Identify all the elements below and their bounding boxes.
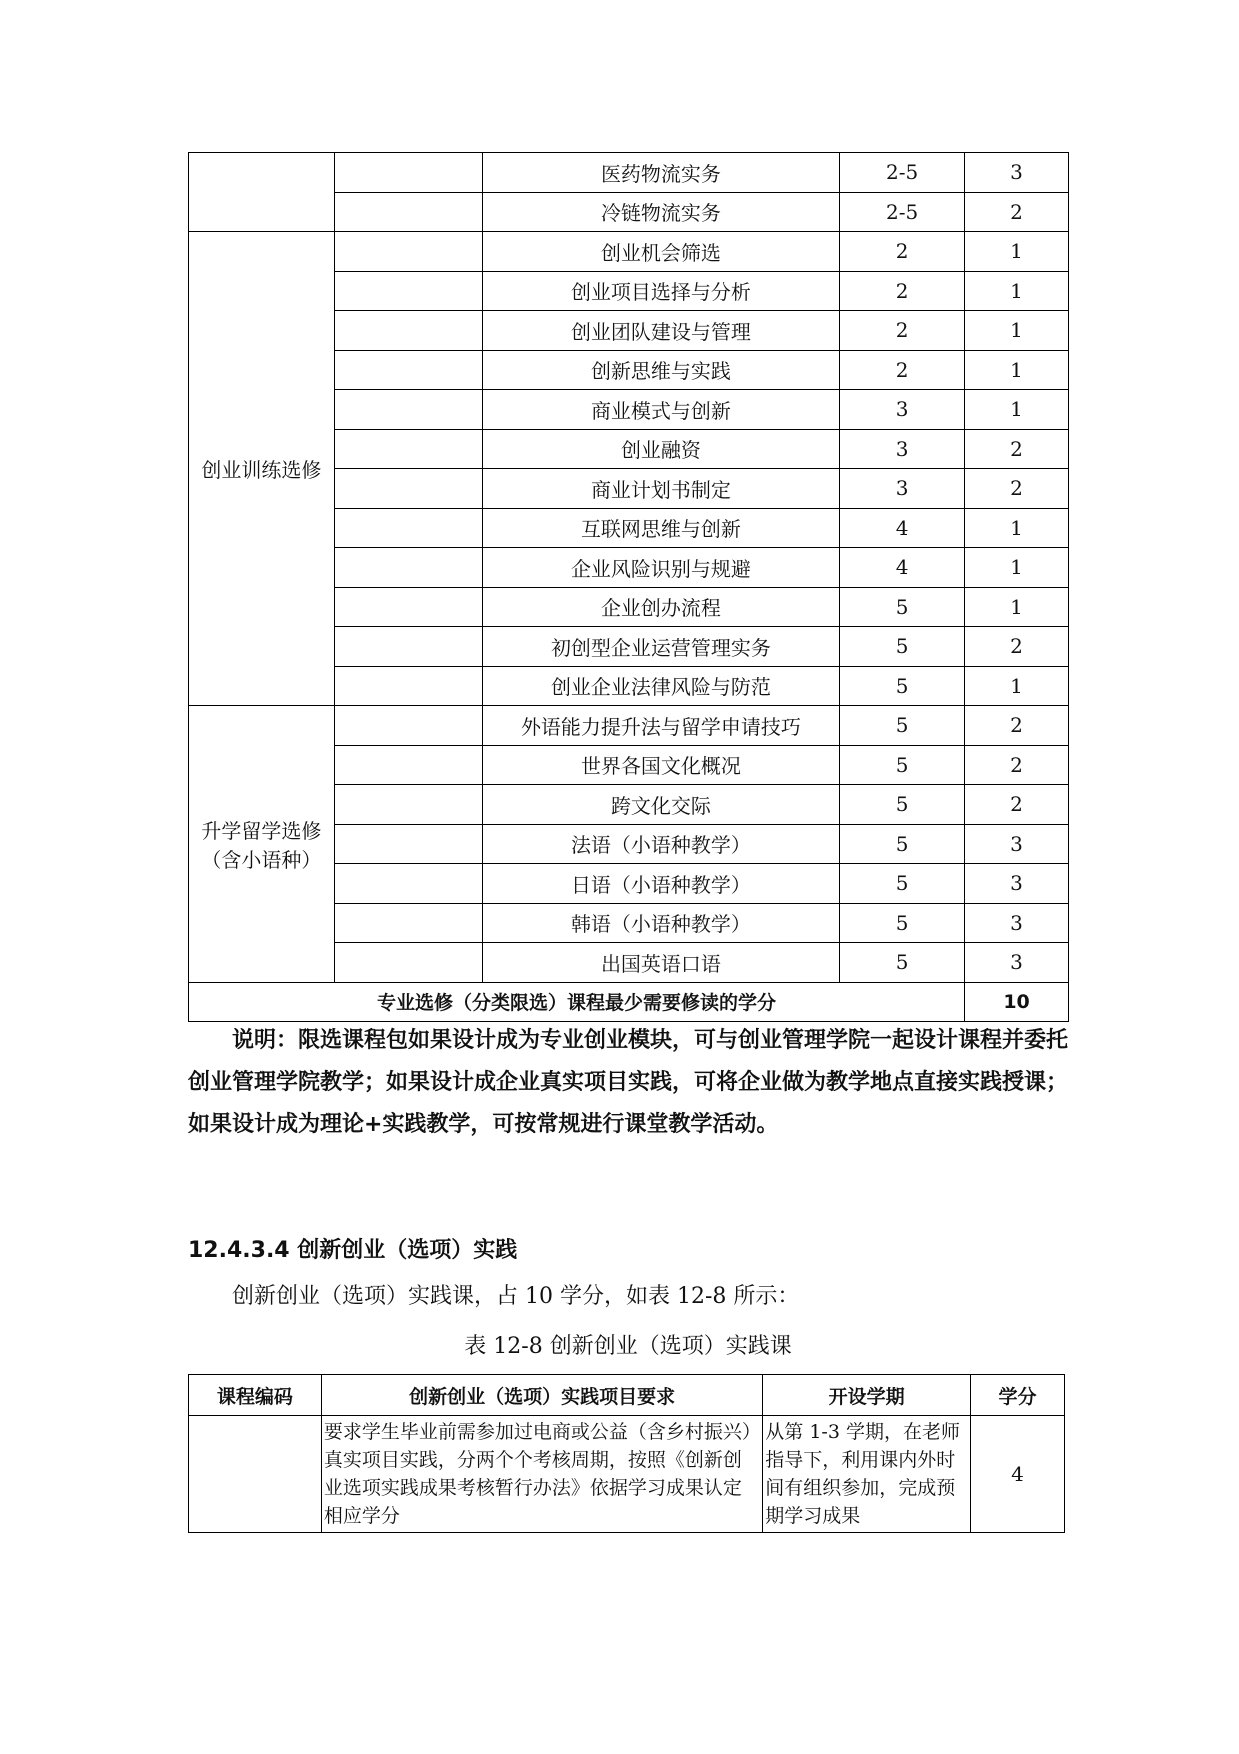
header-requirement: 创新创业（选项）实践项目要求 [321,1375,762,1416]
course-name: 创业机会筛选 [482,232,840,272]
credit: 3 [965,943,1069,983]
course-code [334,864,482,904]
course-code [334,192,482,232]
table-row [189,153,1069,193]
group-name: 升学留学选修（含小语种） [189,706,335,983]
group-name: 创业训练选修 [189,232,335,706]
term: 5 [840,824,965,864]
term: 2 [840,311,965,351]
credit: 2 [965,785,1069,825]
course-name: 韩语（小语种教学） [482,903,840,943]
credit: 1 [965,666,1069,706]
course-code [334,271,482,311]
summary-label: 专业选修（分类限选）课程最少需要修读的学分 [189,982,965,1022]
table-row [189,232,1069,272]
course-code [334,350,482,390]
requirement: 要求学生毕业前需参加过电商或公益（含乡村振兴）真实项目实践，分两个个考核周期，按照《创新创业选项实践成果考核暂行办法》依据学习成果认定相应学分 [321,1416,762,1533]
course-code [334,943,482,983]
practice-course-table [188,1374,1065,1533]
table-row [189,1416,1065,1533]
term: 2 [840,232,965,272]
table-caption: 表 12-8 创新创业（选项）实践课 [464,1334,792,1359]
credit: 3 [965,153,1069,193]
credit: 1 [965,350,1069,390]
course-name: 企业风险识别与规避 [482,548,840,588]
course-code [334,508,482,548]
course-name: 创业企业法律风险与防范 [482,666,840,706]
credit: 2 [965,745,1069,785]
credit: 1 [965,587,1069,627]
summary-value: 10 [965,982,1069,1022]
term: 4 [840,548,965,588]
summary-row [189,982,1069,1022]
credit: 2 [965,627,1069,667]
header-term: 开设学期 [763,1375,971,1416]
credit: 3 [965,903,1069,943]
course-code [334,903,482,943]
term: 2 [840,350,965,390]
term: 5 [840,943,965,983]
course-name: 冷链物流实务 [482,192,840,232]
note-paragraph: 说明：限选课程包如果设计成为专业创业模块，可与创业管理学院一起设计课程并委托创业管理学院教学；如果设计成企业真实项目实践，可将企业做为教学地点直接实践授课；如果设计成为理论+实践教学，可按常规进行课堂教学活动。 [188,1028,1069,1137]
course-code [334,824,482,864]
course-code [334,232,482,272]
elective-course-table [188,152,1069,1022]
course-name: 出国英语口语 [482,943,840,983]
course-name: 创新思维与实践 [482,350,840,390]
course-code [334,627,482,667]
course-name: 商业模式与创新 [482,390,840,430]
term: 从第 1-3 学期，在老师指导下，利用课内外时间有组织参加，完成预期学习成果 [763,1416,971,1533]
course-name: 跨文化交际 [482,785,840,825]
course-code [334,548,482,588]
term: 3 [840,469,965,509]
term: 5 [840,666,965,706]
credit: 1 [965,390,1069,430]
course-code [334,153,482,193]
credit: 1 [965,311,1069,351]
table-row [189,706,1069,746]
credit: 1 [965,271,1069,311]
term: 4 [840,508,965,548]
course-name: 创业团队建设与管理 [482,311,840,351]
credit: 2 [965,429,1069,469]
course-name: 企业创办流程 [482,587,840,627]
header-credit: 学分 [971,1375,1065,1416]
term: 5 [840,903,965,943]
course-code [334,706,482,746]
credit: 3 [965,824,1069,864]
section-heading: 12.4.3.4 创新创业（选项）实践 [188,1238,518,1263]
term: 3 [840,429,965,469]
term: 2-5 [840,192,965,232]
credit: 1 [965,232,1069,272]
term: 5 [840,706,965,746]
course-name: 创业融资 [482,429,840,469]
course-code [334,390,482,430]
course-name: 互联网思维与创新 [482,508,840,548]
course-name: 医药物流实务 [482,153,840,193]
course-name: 创业项目选择与分析 [482,271,840,311]
term: 3 [840,390,965,430]
course-code [334,311,482,351]
credit: 4 [971,1416,1065,1533]
term: 5 [840,785,965,825]
term: 5 [840,864,965,904]
group-name [189,153,335,232]
course-code [334,745,482,785]
term: 5 [840,745,965,785]
credit: 2 [965,706,1069,746]
course-name: 商业计划书制定 [482,469,840,509]
credit: 1 [965,548,1069,588]
course-code [334,666,482,706]
course-code [334,587,482,627]
term: 5 [840,587,965,627]
course-name: 世界各国文化概况 [482,745,840,785]
course-code [189,1416,322,1533]
term: 2-5 [840,153,965,193]
credit: 2 [965,192,1069,232]
credit: 2 [965,469,1069,509]
course-code [334,429,482,469]
course-code [334,785,482,825]
course-name: 初创型企业运营管理实务 [482,627,840,667]
header-code: 课程编码 [189,1375,322,1416]
term: 5 [840,627,965,667]
credit: 1 [965,508,1069,548]
intro-paragraph: 创新创业（选项）实践课，占 10 学分，如表 12-8 所示： [232,1284,800,1309]
course-code [334,469,482,509]
course-name: 日语（小语种教学） [482,864,840,904]
course-name: 法语（小语种教学） [482,824,840,864]
course-name: 外语能力提升法与留学申请技巧 [482,706,840,746]
term: 2 [840,271,965,311]
credit: 3 [965,864,1069,904]
